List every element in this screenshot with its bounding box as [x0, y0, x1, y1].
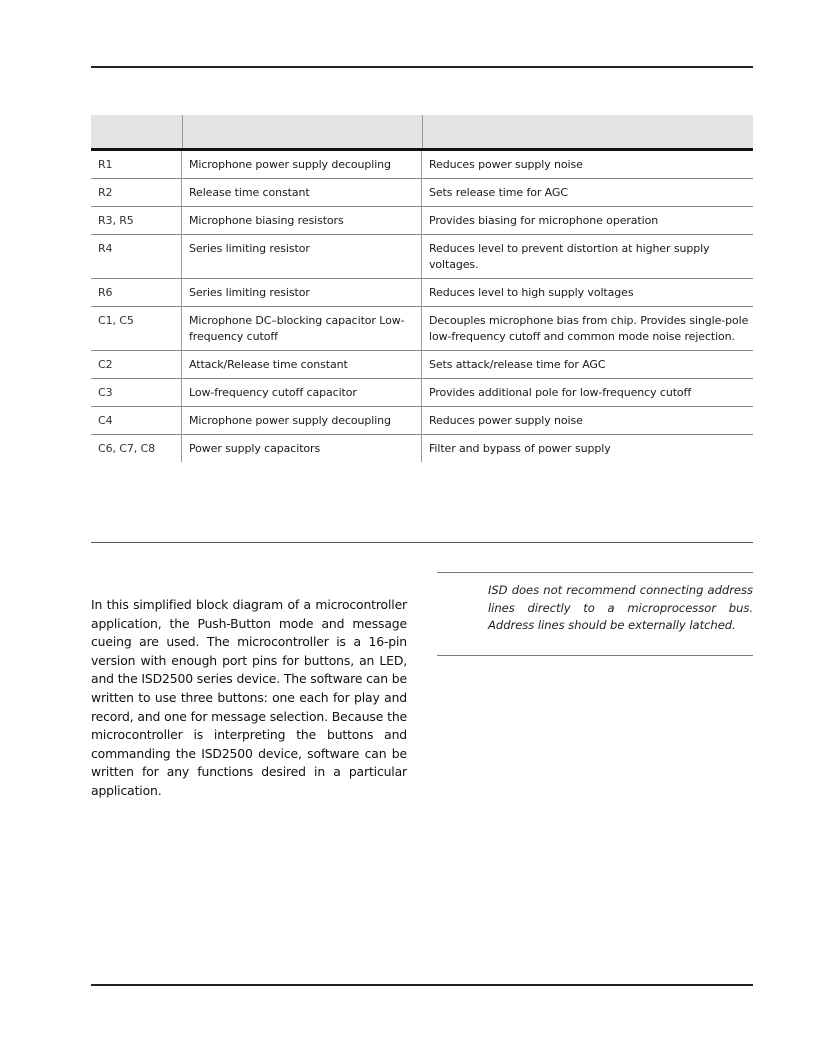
function-cell: Low-frequency cutoff capacitor [182, 379, 422, 406]
note-text: ISD does not recommend connecting address lines directly to a microprocessor bus. Address lines should be externally latched. [488, 583, 753, 633]
part-cell: C6, C7, C8 [91, 435, 182, 462]
table-row [91, 279, 753, 307]
header-cell-part [91, 115, 183, 148]
part-cell: C1, C5 [91, 307, 182, 350]
body-paragraph: In this simplified block diagram of a microcontroller application, the Push-Button mode and message cueing are used. The microcontroller is a 16-pin version with enough port pins for buttons, an LED, and the ISD2500 series device. The software can be written to use three buttons: one each for play and record, and one for message selection. Because the microcontroller is interpreting the buttons and commanding the ISD2500 device, software can be written for any functions desired in a particular application. [91, 597, 407, 798]
function-cell: Series limiting resistor [182, 279, 422, 306]
table-row [91, 435, 753, 462]
function-cell: Attack/Release time constant [182, 351, 422, 378]
comments-cell: Reduces power supply noise [429, 158, 583, 171]
function-cell: Microphone power supply decoupling [182, 407, 422, 434]
comments-cell: Provides additional pole for low-frequency cutoff [429, 386, 692, 399]
comments-cell: Reduces level to high supply voltages [429, 286, 634, 299]
table-header [91, 115, 753, 151]
comments-cell: Decouples microphone bias from chip. Provides single-pole low-frequency cutoff and common mode noise rejection. [429, 314, 749, 343]
components-table [91, 115, 753, 462]
part-cell: C2 [91, 351, 182, 378]
table-row [91, 407, 753, 435]
comments-cell: Filter and bypass of power supply [429, 442, 611, 455]
part-cell: R3, R5 [91, 207, 182, 234]
header-cell-function [183, 115, 423, 148]
comments-cell: Sets release time for AGC [429, 186, 568, 199]
comments-cell: Provides biasing for microphone operation [429, 214, 659, 227]
part-cell: C3 [91, 379, 182, 406]
footer-rule [91, 984, 753, 986]
function-cell: Series limiting resistor [182, 235, 422, 278]
comments-cell: Reduces power supply noise [429, 414, 583, 427]
part-cell: R1 [91, 151, 182, 178]
header-cell-comments [423, 115, 753, 148]
table-row [91, 351, 753, 379]
table-row [91, 307, 753, 351]
function-cell: Microphone power supply decoupling [182, 151, 422, 178]
comments-cell: Reduces level to prevent distortion at higher supply voltages. [429, 242, 710, 271]
function-cell: Microphone biasing resistors [182, 207, 422, 234]
table-row [91, 207, 753, 235]
part-cell: C4 [91, 407, 182, 434]
note-box [437, 572, 753, 656]
function-cell: Power supply capacitors [182, 435, 422, 462]
section-divider [91, 542, 753, 543]
function-cell: Release time constant [182, 179, 422, 206]
header-rule [91, 66, 753, 68]
part-cell: R2 [91, 179, 182, 206]
table-row [91, 179, 753, 207]
table-row [91, 379, 753, 407]
part-cell: R6 [91, 279, 182, 306]
table-row [91, 235, 753, 279]
comments-cell: Sets attack/release time for AGC [429, 358, 606, 371]
table-row [91, 151, 753, 179]
part-cell: R4 [91, 235, 182, 278]
function-cell: Microphone DC–blocking capacitor Low-frequency cutoff [182, 307, 422, 350]
